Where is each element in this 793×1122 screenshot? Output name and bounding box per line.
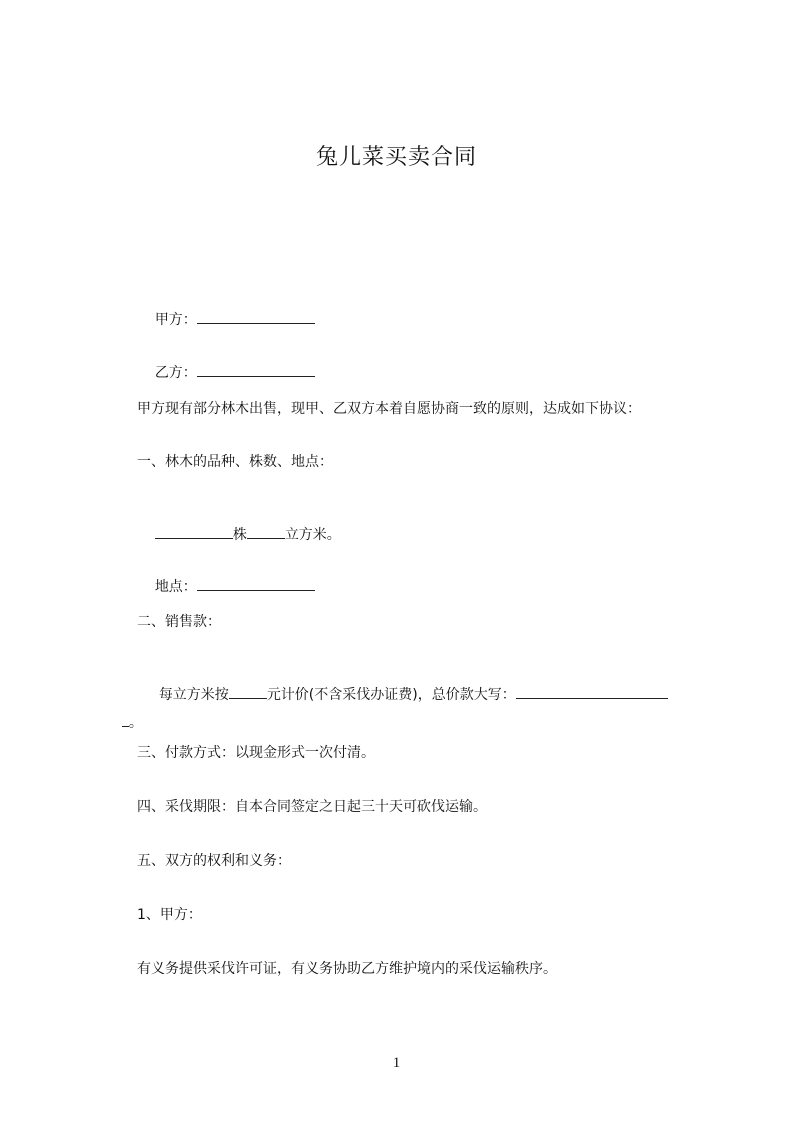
price-prefix: 每立方米按 (158, 687, 229, 703)
location-line (137, 559, 315, 614)
party-b-label: 乙方： (154, 365, 197, 381)
total-price-blank-continued[interactable] (122, 713, 129, 727)
quantity-unit: 株 (232, 527, 247, 543)
document-title: 兔儿菜买卖合同 (315, 145, 477, 170)
price-suffix: 元计价(不含采伐办证费)，总价款大写： (266, 687, 516, 703)
intro-paragraph: 甲方现有部分林木出售，现甲、乙双方本着自愿协商一致的原则，达成如下协议： (137, 401, 641, 417)
section-1-heading: 一、林木的品种、株数、地点： (137, 454, 333, 470)
price-end: 。 (128, 715, 143, 731)
price-line-continuation (104, 695, 143, 750)
total-price-blank[interactable] (516, 685, 668, 699)
section-4-heading: 四、采伐期限：自本合同签定之日起三十天可砍伐运输。 (137, 799, 487, 815)
volume-unit: 立方米。 (284, 527, 341, 543)
party-b-line (137, 345, 315, 400)
party-a-blank[interactable] (197, 310, 315, 324)
section-5-heading: 五、双方的权利和义务： (137, 853, 291, 869)
location-label: 地点： (154, 579, 197, 595)
party-a-obligations-heading: 1、甲方： (137, 907, 202, 923)
party-a-label: 甲方： (154, 312, 197, 328)
party-a-obligations-text: 有义务提供采伐许可证，有义务协助乙方维护境内的采伐运输秩序。 (137, 961, 557, 977)
quantity-line (137, 507, 341, 562)
party-a-line (137, 292, 315, 347)
section-3-heading: 三、付款方式：以现金形式一次付清。 (137, 745, 375, 761)
volume-blank[interactable] (247, 525, 285, 539)
location-blank[interactable] (197, 577, 315, 591)
party-b-blank[interactable] (197, 363, 315, 377)
page-number: 1 (392, 1055, 401, 1071)
unit-price-blank[interactable] (229, 685, 267, 699)
section-2-heading: 二、销售款： (137, 614, 221, 630)
price-line (141, 667, 668, 722)
tree-count-blank[interactable] (155, 525, 233, 539)
